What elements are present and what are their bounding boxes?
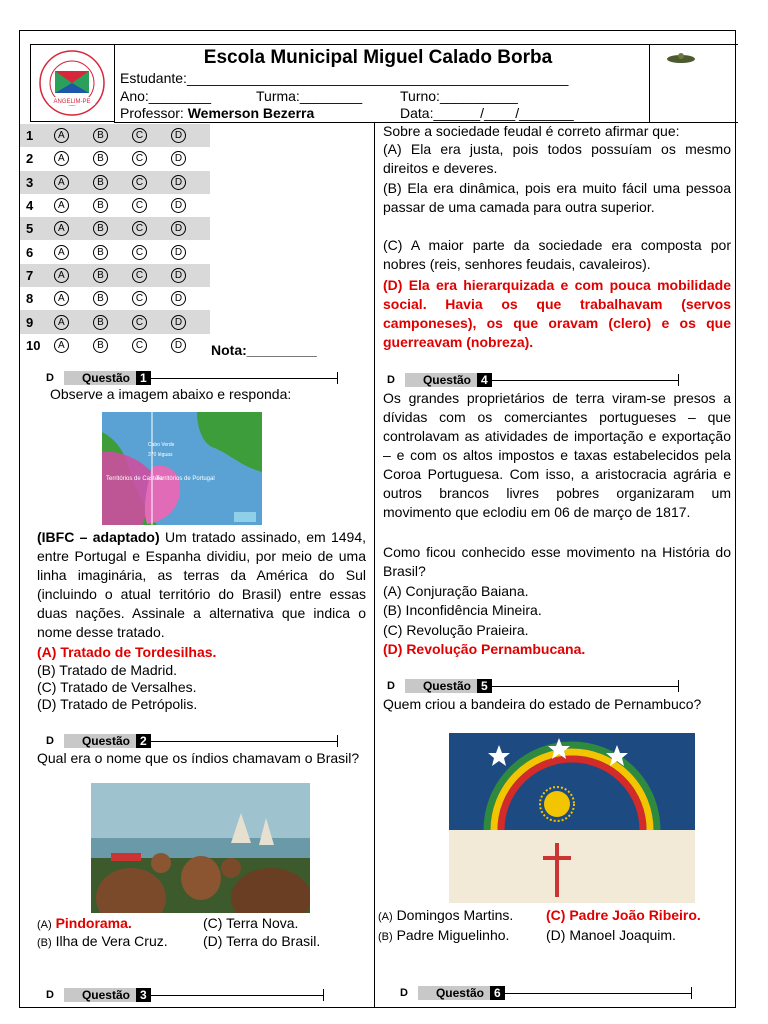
question-3-header: D Questão 3 bbox=[46, 987, 324, 1003]
tordesilhas-map bbox=[102, 412, 262, 525]
question-1-text: (IBFC – adaptado) Um tratado assinado, em 1494, entre Portugal e Espanha dividiu, por meio de uma linha imaginária, as terras da América do Sul (incluindo o atual território do Brasil) entre essas duas nações. Assinale a alternativa que indica o nome desse tratado. bbox=[37, 529, 366, 640]
answer-bubble-c[interactable]: C bbox=[132, 198, 147, 213]
answer-row bbox=[20, 217, 210, 240]
answer-row-number: 10 bbox=[26, 337, 41, 353]
answer-row bbox=[20, 147, 210, 170]
answer-row-number: 2 bbox=[26, 151, 34, 167]
answer-row bbox=[20, 310, 210, 333]
answer-bubble-b[interactable]: B bbox=[93, 268, 108, 283]
answer-bubble-b[interactable]: B bbox=[93, 175, 108, 190]
answer-row-number: 3 bbox=[26, 174, 34, 190]
question-4-header: D Questão 4 bbox=[387, 372, 679, 388]
question-2-option-a[interactable]: (A) Pindorama. bbox=[37, 915, 132, 931]
question-1-option-c[interactable]: (C) Tratado de Versalhes. bbox=[37, 679, 197, 695]
question-1-option-d[interactable]: (D) Tratado de Petrópolis. bbox=[37, 696, 198, 712]
answer-bubble-d[interactable]: D bbox=[171, 268, 186, 283]
question-4-option-c[interactable]: (C) Revolução Praieira. bbox=[383, 622, 529, 638]
question-5-option-c[interactable]: (C) Padre João Ribeiro. bbox=[546, 907, 701, 923]
answer-bubble-d[interactable]: D bbox=[171, 338, 186, 353]
question-2-text: Qual era o nome que os índios chamavam o Brasil? bbox=[37, 750, 360, 766]
answer-bubble-c[interactable]: C bbox=[132, 245, 147, 260]
answer-bubble-d[interactable]: D bbox=[171, 245, 186, 260]
answer-bubble-d[interactable]: D bbox=[171, 315, 186, 330]
answer-bubble-a[interactable]: A bbox=[54, 175, 69, 190]
answer-bubble-c[interactable]: C bbox=[132, 291, 147, 306]
answer-bubble-a[interactable]: A bbox=[54, 198, 69, 213]
answer-bubble-b[interactable]: B bbox=[93, 151, 108, 166]
answer-row-number: 7 bbox=[26, 267, 34, 283]
answer-row bbox=[20, 124, 210, 147]
teacher-field: Professor: Wemerson Bezerra bbox=[120, 105, 315, 121]
answer-row-number: 1 bbox=[26, 128, 34, 144]
question-5-option-b[interactable]: (B) Padre Miguelinho. bbox=[378, 927, 510, 943]
answer-bubble-b[interactable]: B bbox=[93, 198, 108, 213]
answer-bubble-a[interactable]: A bbox=[54, 151, 69, 166]
answer-row bbox=[20, 334, 210, 357]
answer-row bbox=[20, 264, 210, 287]
answer-bubble-c[interactable]: C bbox=[132, 221, 147, 236]
question-2-option-c[interactable]: (C) Terra Nova. bbox=[203, 915, 299, 931]
class-field[interactable]: Turma:________ bbox=[256, 88, 363, 104]
answer-bubble-d[interactable]: D bbox=[171, 151, 186, 166]
answer-bubble-b[interactable]: B bbox=[93, 315, 108, 330]
question-6-header: D Questão 6 bbox=[400, 985, 692, 1001]
question-1-intro: Observe a imagem abaixo e responda: bbox=[50, 386, 292, 402]
student-field[interactable]: Estudante:_________________________________________________ bbox=[120, 70, 569, 86]
answer-bubble-a[interactable]: A bbox=[54, 315, 69, 330]
question-feudal-text: Sobre a sociedade feudal é correto afirmar que: bbox=[383, 123, 680, 139]
question-2-header: D Questão 2 bbox=[46, 733, 338, 749]
question-5-option-a[interactable]: (A) Domingos Martins. bbox=[378, 907, 514, 923]
answer-bubble-d[interactable]: D bbox=[171, 128, 186, 143]
question-2-option-b[interactable]: (B) Ilha de Vera Cruz. bbox=[37, 933, 168, 949]
answer-bubble-c[interactable]: C bbox=[132, 128, 147, 143]
question-1-option-a[interactable]: (A) Tratado de Tordesilhas. bbox=[37, 644, 217, 660]
question-feudal-option-d[interactable]: (D) Ela era hierarquizada e com pouca mobilidade social. Havia os que trabalhavam (servos camponeses), os que oravam (clero) e os que guerreavam (nobreza). bbox=[383, 277, 731, 350]
school-logo bbox=[30, 44, 115, 122]
question-4-question: Como ficou conhecido esse movimento na História do Brasil? bbox=[383, 544, 731, 579]
map-label-leguas: 370 léguas bbox=[148, 452, 173, 458]
question-feudal-option-a[interactable]: (A) Ela era justa, pois todos possuíam os mesmo direitos e deveres. bbox=[383, 141, 731, 176]
answer-row bbox=[20, 171, 210, 194]
question-5-header: D Questão 5 bbox=[387, 678, 679, 694]
answer-bubble-c[interactable]: C bbox=[132, 151, 147, 166]
answer-bubble-b[interactable]: B bbox=[93, 128, 108, 143]
answer-bubble-b[interactable]: B bbox=[93, 338, 108, 353]
answer-row bbox=[20, 194, 210, 217]
shift-field[interactable]: Turno:__________ bbox=[400, 88, 518, 104]
answer-bubble-a[interactable]: A bbox=[54, 338, 69, 353]
question-5-text: Quem criou a bandeira do estado de Pernambuco? bbox=[383, 696, 702, 712]
answer-bubble-c[interactable]: C bbox=[132, 315, 147, 330]
map-label-castela: Territórios de Castela bbox=[106, 476, 163, 482]
question-feudal-option-c[interactable]: (C) A maior parte da sociedade era composta por nobres (reis, senhores feudais, cavaleiros). bbox=[383, 237, 731, 272]
answer-bubble-b[interactable]: B bbox=[93, 245, 108, 260]
grade-field: Nota:_________ bbox=[211, 342, 317, 358]
question-2-option-d[interactable]: (D) Terra do Brasil. bbox=[203, 933, 321, 949]
year-field[interactable]: Ano:________ bbox=[120, 88, 212, 104]
question-4-option-d[interactable]: (D) Revolução Pernambucana. bbox=[383, 641, 586, 657]
answer-row-number: 4 bbox=[26, 198, 34, 214]
crest-icon bbox=[666, 50, 696, 60]
question-5-option-d[interactable]: (D) Manoel Joaquim. bbox=[546, 927, 676, 943]
answer-bubble-b[interactable]: B bbox=[93, 291, 108, 306]
answer-grid bbox=[20, 124, 210, 357]
question-4-text: Os grandes proprietários de terra viram-se presos a dívidas com os comerciantes portugueses – que controlavam as atividades de importação e exportação – e com os altos impostos e taxas estabelecidos pela Coroa Portuguesa. Com isso, a aristocracia agrária e outros brancos livres pobres organizaram um movimento que eclodiu em 06 de março de 1817. bbox=[383, 390, 731, 520]
answer-bubble-c[interactable]: C bbox=[132, 175, 147, 190]
indigenous-scene-image bbox=[91, 783, 310, 913]
answer-bubble-a[interactable]: A bbox=[54, 268, 69, 283]
answer-row bbox=[20, 287, 210, 310]
answer-bubble-a[interactable]: A bbox=[54, 245, 69, 260]
answer-bubble-d[interactable]: D bbox=[171, 175, 186, 190]
question-1-option-b[interactable]: (B) Tratado de Madrid. bbox=[37, 662, 178, 678]
answer-row-number: 5 bbox=[26, 221, 34, 237]
date-field[interactable]: Data:______/____/_______ bbox=[400, 105, 574, 121]
answer-bubble-d[interactable]: D bbox=[171, 221, 186, 236]
school-title: Escola Municipal Miguel Calado Borba bbox=[203, 47, 553, 68]
answer-bubble-d[interactable]: D bbox=[171, 291, 186, 306]
answer-bubble-a[interactable]: A bbox=[54, 128, 69, 143]
question-4-option-b[interactable]: (B) Inconfidência Mineira. bbox=[383, 602, 542, 618]
question-4-option-a[interactable]: (A) Conjuração Baiana. bbox=[383, 583, 529, 599]
answer-row-number: 9 bbox=[26, 314, 34, 330]
answer-bubble-a[interactable]: A bbox=[54, 221, 69, 236]
answer-bubble-d[interactable]: D bbox=[171, 198, 186, 213]
answer-row bbox=[20, 240, 210, 263]
map-label-cabo-verde: Cabo Verde bbox=[148, 442, 175, 448]
question-1-header: D Questão 1 bbox=[46, 370, 338, 386]
answer-bubble-c[interactable]: C bbox=[132, 338, 147, 353]
svg-text:ANGELIM-PE: ANGELIM-PE bbox=[53, 99, 91, 105]
column-divider bbox=[374, 122, 375, 1008]
answer-bubble-b[interactable]: B bbox=[93, 221, 108, 236]
answer-bubble-a[interactable]: A bbox=[54, 291, 69, 306]
question-feudal-option-b[interactable]: (B) Ela era dinâmica, pois era muito fácil uma pessoa passar de uma camada para outra superior. bbox=[383, 180, 731, 215]
pernambuco-flag-image bbox=[449, 733, 695, 903]
answer-bubble-c[interactable]: C bbox=[132, 268, 147, 283]
map-label-portugal: Territórios de Portugal bbox=[156, 476, 215, 482]
answer-row-number: 6 bbox=[26, 244, 34, 260]
answer-row-number: 8 bbox=[26, 291, 34, 307]
